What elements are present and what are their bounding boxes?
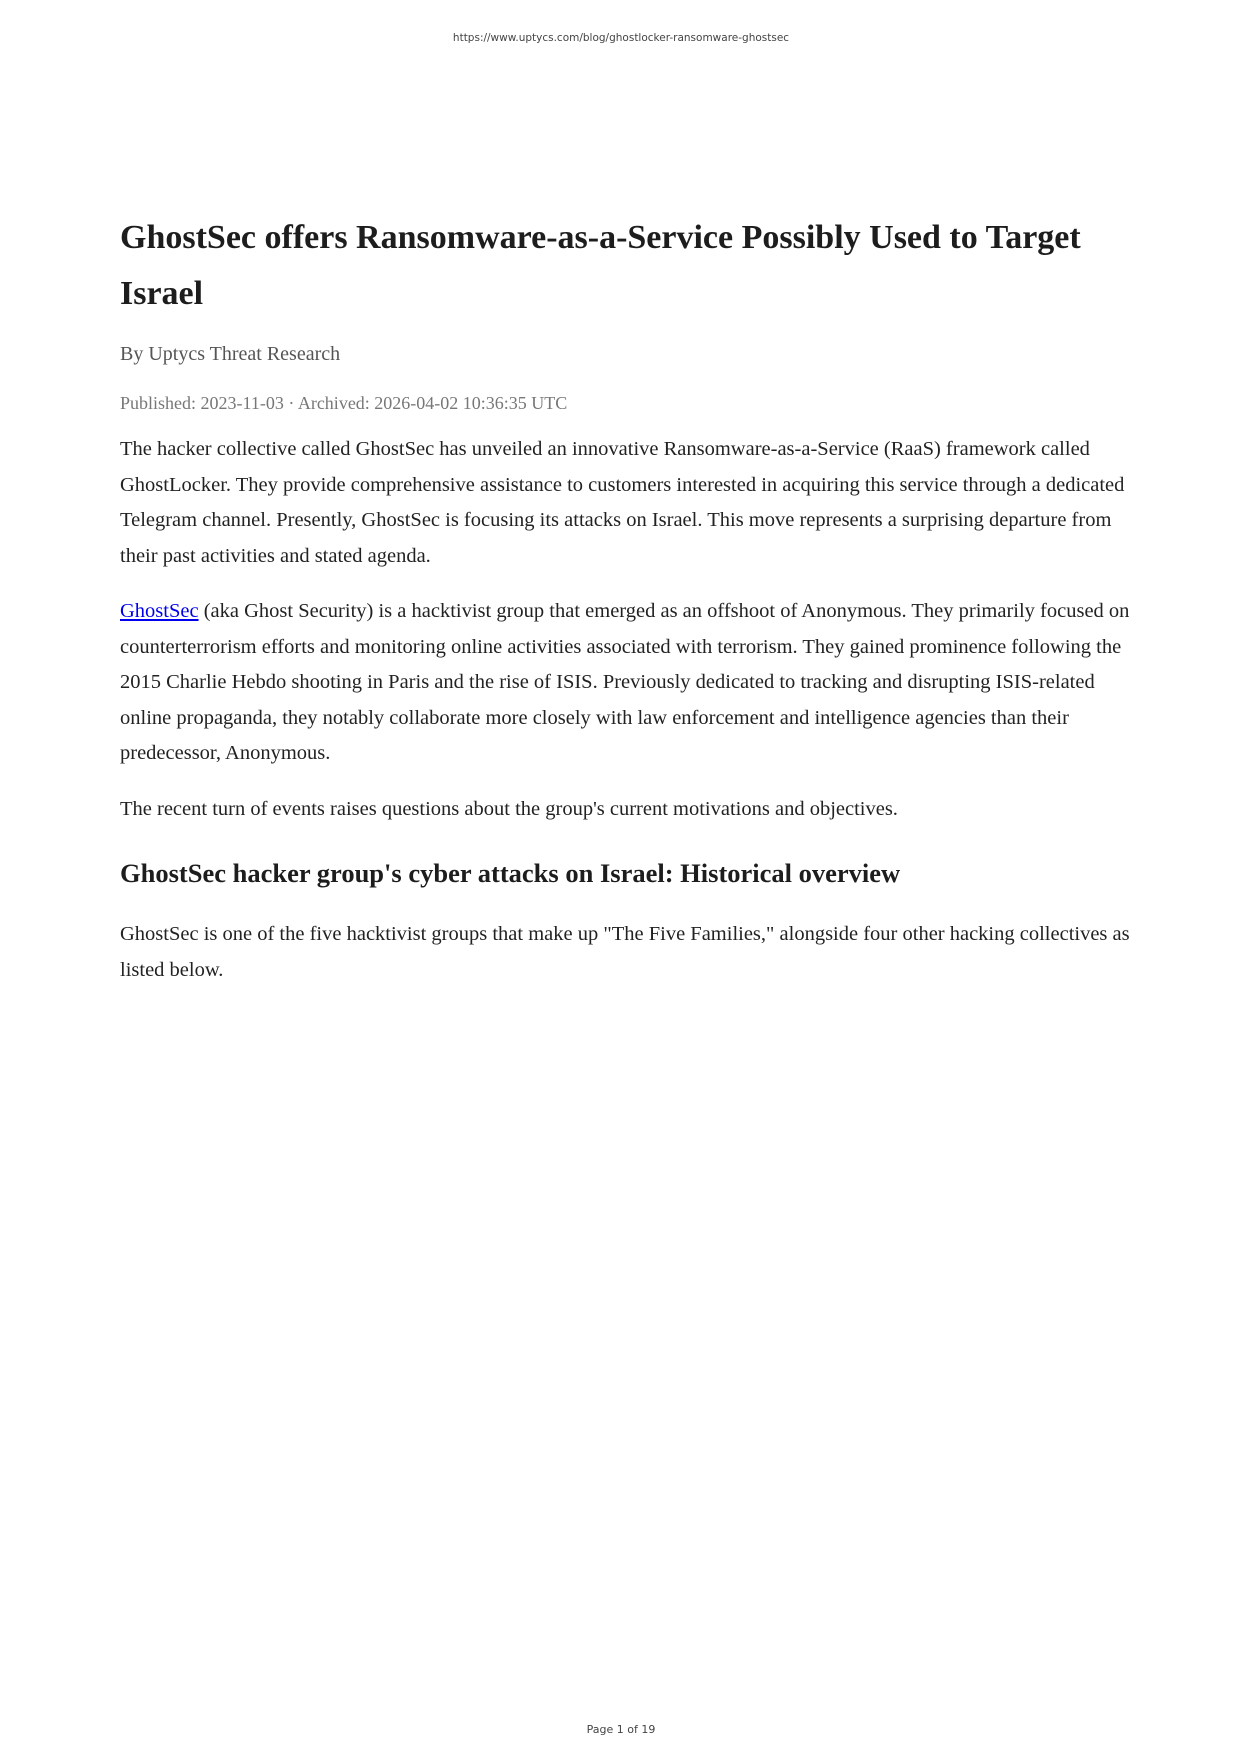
publish-meta: Published: 2023-11-03 · Archived: 2026-04-02 10:36:35 UTC <box>120 393 568 413</box>
source-url: https://www.uptycs.com/blog/ghostlocker-ransomware-ghostsec <box>452 32 790 44</box>
ghostsec-link[interactable]: GhostSec <box>120 600 199 622</box>
paragraph-ghostsec <box>120 594 1130 772</box>
paragraph-ghostsec-text: (aka Ghost Security) is a hacktivist group that emerged as an offshoot of Anonymous. They primarily focused on counterterrorism efforts and monitoring online activities associated with terrorism. They gained prominence following the 2015 Charlie Hebdo shooting in Paris and the rise of ISIS. Previously dedicated to tracking and disrupting ISIS-related online propaganda, they notably collaborate more closely with law enforcement and intelligence agencies than their predecessor, Anonymous. <box>120 600 1130 764</box>
section-heading: GhostSec hacker group's cyber attacks on Israel: Historical overview <box>120 858 901 888</box>
paragraph-intro: The hacker collective called GhostSec has unveiled an innovative Ransomware-as-a-Service (RaaS) framework called GhostLocker. They provide comprehensive assistance to customers interested in acquiring this service through a dedicated Telegram channel. Presently, GhostSec is focusing its attacks on Israel. This move represents a surprising departure from their past activities and stated agenda. <box>120 438 1125 567</box>
byline: By Uptycs Threat Research <box>120 343 341 365</box>
paragraph-five-families: GhostSec is one of the five hacktivist groups that make up "The Five Families," alongside four other hacking collectives as listed below. <box>120 923 1130 981</box>
article <box>120 210 1130 1008</box>
page-number: Page 1 of 19 <box>586 1723 656 1736</box>
article-title: GhostSec offers Ransomware-as-a-Service Possibly Used to Target Israel <box>120 219 1081 312</box>
paragraph-motivations: The recent turn of events raises questions about the group's current motivations and objectives. <box>120 797 898 820</box>
